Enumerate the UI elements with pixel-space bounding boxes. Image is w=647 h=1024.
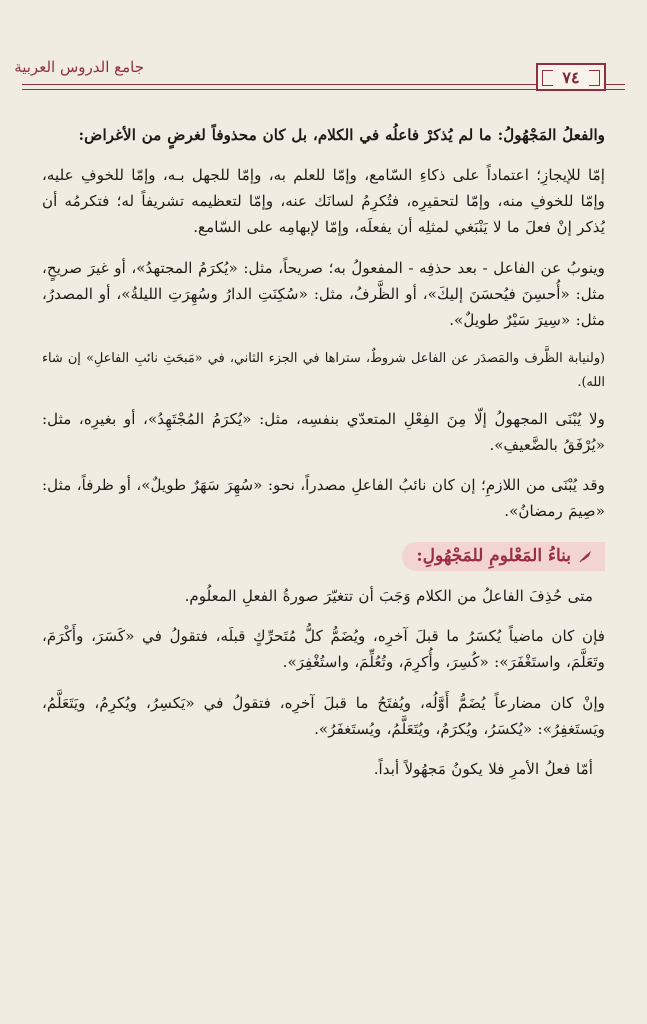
footnote-text: (ولنيابة الظَّرف والمَصدَر عن الفاعل شروطٌ، ستراها في الجزء الثاني، في «مَبحَثِ نائبِ الفاعلِ» إن شاء الله). — [42, 350, 605, 391]
paragraph-transitive: ولا يُبْنَى المجهولُ إلّا مِنَ الفِعْلِ المتعدّي بنفسِه، مثل: «يُكرَمُ المُجْتَهِدُ»، أو بغيرِه، مثل: «يُرْفَقُ بالضَّعيفِ». — [42, 409, 605, 454]
footnote — [42, 347, 605, 396]
paragraph-imperative: أمّا فعلُ الأمرِ فلا يكونُ مَجهُولاً أبداً. — [373, 759, 593, 778]
header-divider — [22, 84, 625, 90]
section-heading — [402, 542, 605, 571]
page-number: ٧٤ — [536, 63, 606, 91]
page-content — [42, 122, 605, 796]
paragraph-change-form: متى حُذِفَ الفاعلُ من الكلام وَجَبَ أن تتغيّرَ صورةُ الفعلِ المعلُوم. — [184, 587, 593, 606]
paragraph-present: وإنْ كان مضارعاً يُضَمُّ أَوَّلُه، ويُفتَحُ ما قبلَ آخرِه، فتقولُ في «يَكسِرُ، ويُكرِمُ، ويَتَعَلَّمُ، ويَستَغفِرُ»: «يُكسَرُ، ويُكرَمُ، ويُتَعَلَّمُ، ويُستَغفَرُ». — [42, 693, 605, 738]
paragraph-substitute: وينوبُ عن الفاعل - بعد حذفِه - المفعولُ به؛ صريحاً، مثل: «يُكرَمُ المجتهدُ»، أو غيرَ صريحٍ، مثل: «أُحسِنَ فيُحسَنَ إليكَ»، أو الظَّرفُ، مثل: «سُكِنَتِ الدارُ وسُهِرَتِ الليلةُ»، أو المصدرُ، مثل: «سِيرَ سَيْرٌ طويلٌ». — [42, 258, 605, 329]
paragraph-intransitive: وقد يُبْنَى من اللازمِ؛ إن كان نائبُ الفاعلِ مصدراً، نحو: «سُهِرَ سَهَرٌ طويلٌ»، أو ظرفاً، مثل: «صِيمَ رمضانُ». — [42, 475, 605, 521]
quill-icon — [579, 549, 593, 563]
paragraph-definition: والفعلُ المَجْهُولُ: ما لم يُذكرْ فاعلُه في الكلام، بل كان محذوفاً لغرضٍ من الأغراض: — [78, 126, 605, 144]
section-heading-text: بناءُ المَعْلومِ للمَجْهُولِ: — [416, 546, 571, 567]
header-title: جامع الدروس العربية — [14, 58, 144, 76]
paragraph-past: فإن كان ماضياً يُكسَرُ ما قبلَ آخرِه، ويُضَمُّ كلُّ مُتَحرِّكٍ قبلَه، فتقولُ في «كَسَرَ، وأَكْرَمَ، وتَعَلَّمَ، واستَغْفَرَ»: «كُسِرَ، وأُكرِمَ، وتُعُلِّمَ، واستُغْفِرَ». — [42, 627, 605, 672]
paragraph-reasons: إمّا للإيجازِ؛ اعتماداً على ذكاءِ السّامع، وإمّا للعلم به، وإمّا للجهل بـه، وإمّا للخوفِ عليه، وإمّا للخوفِ منه، وإمّا لتحقيرِه، فتُكرِمُ لسانَك عنه، وإمّا لتعظيمه تشريفاً له؛ فتكرمُه أن يُذكر إنْ فعلَ ما لا يَنْبَغي لمثلِه أن يفعلَه، وإمّا لإبهامِه على السّامع. — [42, 166, 605, 237]
